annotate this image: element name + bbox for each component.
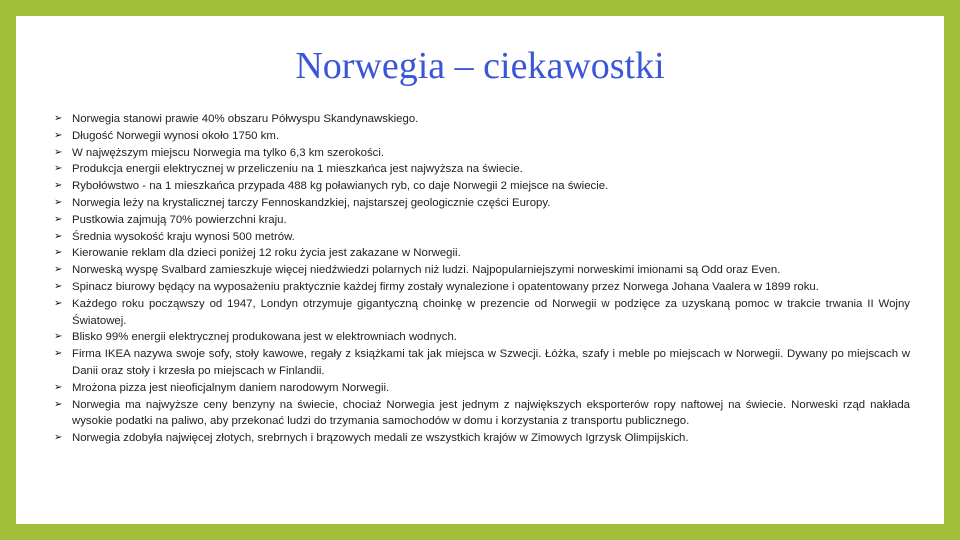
fact-text: Każdego roku począwszy od 1947, Londyn otrzymuje gigantyczną choinkę w prezencie od Norwegii w podzięce za uzyskaną pomoc w trakcie trwania II Wojny Światowej. bbox=[72, 297, 910, 327]
fact-text: Blisko 99% energii elektrycznej produkowana jest w elektrowniach wodnych. bbox=[72, 331, 457, 344]
fact-item bbox=[54, 430, 910, 447]
fact-text: Norwegia leży na krystalicznej tarczy Fennoskandzkiej, najstarszej geologicznie części Europy. bbox=[72, 196, 551, 209]
fact-item bbox=[54, 245, 910, 262]
arrowhead-bullet-icon: ➢ bbox=[54, 398, 63, 410]
fact-text: Spinacz biurowy będący na wyposażeniu praktycznie każdej firmy zostały wynalezione i opatentowany przez Norwega Johana Vaalera w 1899 roku. bbox=[72, 280, 819, 293]
arrowhead-bullet-icon: ➢ bbox=[54, 381, 63, 393]
arrowhead-bullet-icon: ➢ bbox=[54, 247, 63, 259]
fact-item bbox=[54, 195, 910, 212]
fact-text: Norwegia zdobyła najwięcej złotych, srebrnych i brązowych medali ze wszystkich krajów w Zimowych Igrzysk Olimpijskich. bbox=[72, 432, 689, 445]
fact-text: Norwegia ma najwyższe ceny benzyny na świecie, chociaż Norwegia jest jednym z największych eksporterów ropy naftowej na świecie. Norweski rząd nakłada wysokie podatki na paliwo, aby przekonać ludzi do trzymania samochodów w domu i korzystania z transportu publicznego. bbox=[72, 398, 910, 428]
arrowhead-bullet-icon: ➢ bbox=[54, 113, 63, 124]
arrowhead-bullet-icon: ➢ bbox=[54, 280, 63, 292]
fact-item bbox=[54, 161, 910, 178]
fact-item bbox=[54, 212, 910, 229]
fact-item bbox=[54, 380, 910, 397]
fact-item bbox=[54, 229, 910, 246]
fact-text: Norweską wyspę Svalbard zamieszkuje więcej niedźwiedzi polarnych niż ludzi. Najpopularniejszymi norweskimi imionami są Odd oraz Even. bbox=[72, 264, 781, 277]
fact-item bbox=[54, 296, 910, 330]
fact-item bbox=[54, 128, 910, 145]
facts-list bbox=[54, 111, 910, 447]
fact-text: Pustkowia zajmują 70% powierzchni kraju. bbox=[72, 213, 287, 226]
fact-item bbox=[54, 397, 910, 431]
fact-text: Mrożona pizza jest nieoficjalnym daniem narodowym Norwegii. bbox=[72, 381, 390, 394]
arrowhead-bullet-icon: ➢ bbox=[54, 264, 63, 276]
arrowhead-bullet-icon: ➢ bbox=[54, 213, 63, 225]
fact-item bbox=[54, 111, 910, 128]
fact-text: Norwegia stanowi prawie 40% obszaru Półwyspu Skandynawskiego. bbox=[72, 113, 419, 125]
arrowhead-bullet-icon: ➢ bbox=[54, 129, 63, 141]
arrowhead-bullet-icon: ➢ bbox=[54, 196, 63, 208]
arrowhead-bullet-icon: ➢ bbox=[54, 146, 63, 158]
fact-text: Długość Norwegii wynosi około 1750 km. bbox=[72, 129, 280, 142]
fact-text: Produkcja energii elektrycznej w przeliczeniu na 1 mieszkańca jest najwyższa na świecie. bbox=[72, 163, 523, 176]
slide bbox=[16, 16, 944, 524]
fact-item bbox=[54, 262, 910, 279]
fact-text: Firma IKEA nazywa swoje sofy, stoły kawowe, regały z książkami tak jak miejsca w Szwecji. Łóżka, szafy i meble po miejscach w Norwegii. Dywany po miejscach w Danii oraz stoły i krzesła po miejscach w Finlandii. bbox=[72, 348, 910, 377]
fact-item bbox=[54, 346, 910, 380]
fact-text: Kierowanie reklam dla dzieci poniżej 12 roku życia jest zakazane w Norwegii. bbox=[72, 247, 461, 260]
fact-item bbox=[54, 178, 910, 195]
arrowhead-bullet-icon: ➢ bbox=[54, 331, 63, 343]
fact-text: Średnia wysokość kraju wynosi 500 metrów. bbox=[72, 230, 295, 243]
fact-text: W najwęższym miejscu Norwegia ma tylko 6,3 km szerokości. bbox=[72, 146, 385, 159]
arrowhead-bullet-icon: ➢ bbox=[54, 348, 63, 360]
arrowhead-bullet-icon: ➢ bbox=[54, 180, 63, 192]
arrowhead-bullet-icon: ➢ bbox=[54, 230, 63, 242]
slide-title: Norwegia – ciekawostki bbox=[295, 45, 665, 87]
arrowhead-bullet-icon: ➢ bbox=[54, 297, 63, 309]
fact-item bbox=[54, 329, 910, 346]
fact-item bbox=[54, 279, 910, 296]
fact-item bbox=[54, 145, 910, 162]
fact-text: Rybołówstwo - na 1 mieszkańca przypada 488 kg poławianych ryb, co daje Norwegii 2 miejsce na świecie. bbox=[72, 180, 609, 193]
arrowhead-bullet-icon: ➢ bbox=[54, 163, 63, 175]
arrowhead-bullet-icon: ➢ bbox=[54, 432, 63, 444]
